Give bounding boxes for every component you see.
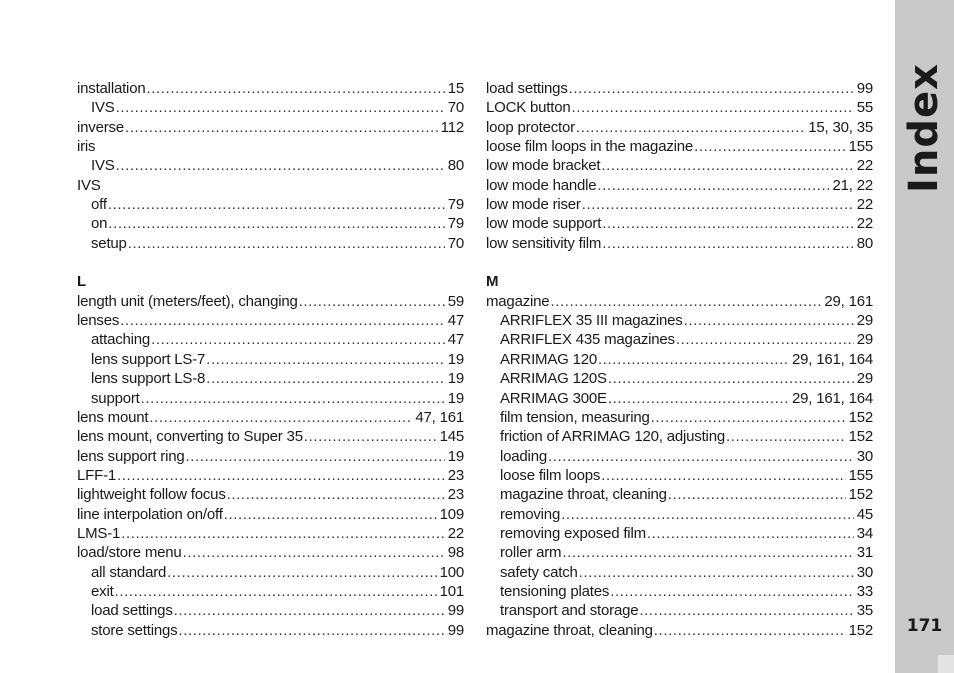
dot-leader: [579, 563, 854, 582]
entry-pages: 79: [447, 215, 464, 233]
entry-pages: 99: [447, 602, 464, 620]
entry-pages: 47: [447, 312, 464, 330]
entry-pages: 15: [447, 80, 464, 97]
index-sidebar: [895, 0, 954, 673]
index-entry: [77, 292, 464, 311]
page-number: 171: [906, 616, 943, 636]
entry-term: loose film loops in the magazine: [486, 138, 694, 156]
entry-term: setup: [91, 234, 127, 252]
index-subentry: [486, 563, 873, 582]
dot-leader: [694, 137, 846, 156]
dot-leader: [601, 156, 853, 175]
entry-term: ARRIFLEX 435 magazines: [500, 331, 675, 349]
entry-term: lightweight follow focus: [77, 486, 226, 504]
entry-term: attaching: [91, 331, 151, 349]
entry-pages: 55: [856, 99, 873, 117]
index-subentry: [486, 369, 873, 388]
dot-leader: [108, 214, 444, 233]
dot-leader: [610, 582, 854, 601]
index-subentry: [486, 601, 873, 620]
entry-term: removing exposed film: [500, 524, 646, 542]
entry-term: lens support LS-8: [91, 370, 206, 388]
dot-leader: [151, 330, 445, 349]
entry-pages: 152: [848, 428, 873, 446]
entry-pages: 101: [439, 582, 464, 600]
dot-leader: [141, 389, 445, 408]
index-column-left: [77, 79, 464, 640]
index-subentry: [486, 408, 873, 427]
entry-pages: 45: [856, 505, 873, 523]
index-subentry: [77, 389, 464, 408]
entry-pages: 33: [856, 582, 873, 600]
entry-pages: 152: [848, 486, 873, 504]
dot-leader: [167, 563, 436, 582]
index-subentry: [486, 389, 873, 408]
dot-leader: [206, 369, 445, 388]
dot-leader: [299, 292, 445, 311]
entry-pages: 112: [440, 118, 464, 136]
entry-term: IVS: [91, 157, 115, 175]
entry-term: lens mount: [77, 408, 149, 426]
index-subentry: [77, 582, 464, 601]
dot-leader: [146, 79, 444, 98]
index-entry: [77, 137, 464, 156]
letter-heading: M: [486, 273, 499, 291]
dot-leader: [174, 601, 445, 620]
dot-leader: [647, 524, 854, 543]
index-subentry: [486, 447, 873, 466]
entry-term: film tension, measuring: [500, 408, 650, 426]
entry-pages: 22: [856, 196, 873, 214]
dot-leader: [178, 621, 444, 640]
entry-pages: 99: [856, 80, 873, 97]
dot-leader: [676, 330, 854, 349]
index-subentry: [77, 621, 464, 640]
entry-term: loose film loops: [500, 466, 601, 484]
entry-term: transport and storage: [500, 602, 639, 620]
entry-pages: 145: [439, 428, 464, 446]
index-subentry: [486, 582, 873, 601]
index-entry: [77, 485, 464, 504]
index-entry: [77, 408, 464, 427]
entry-term: lens mount, converting to Super 35: [77, 428, 303, 446]
dot-leader: [224, 505, 437, 524]
dot-leader: [576, 118, 805, 137]
entry-term: ARRIMAG 120: [500, 350, 597, 368]
entry-term: inverse: [77, 118, 124, 136]
entry-term: magazine throat, cleaning: [486, 621, 653, 639]
index-entry: [77, 524, 464, 543]
index-subentry: [486, 330, 873, 349]
entry-term: store settings: [91, 621, 178, 639]
entry-term: loop protector: [486, 118, 575, 136]
index-subentry: [486, 543, 873, 562]
corner-tab: [938, 655, 954, 673]
index-subentry: [77, 369, 464, 388]
entry-pages: 29: [856, 370, 873, 388]
entry-pages: 99: [447, 621, 464, 639]
index-subentry: [77, 563, 464, 582]
entry-term: magazine throat, cleaning: [500, 486, 667, 504]
entry-term: length unit (meters/feet), changing: [77, 292, 298, 310]
entry-term: ARRIFLEX 35 III magazines: [500, 312, 683, 330]
entry-term: lens support ring: [77, 447, 185, 465]
index-entry: [77, 176, 464, 195]
entry-term: load settings: [91, 602, 173, 620]
entry-term: ARRIMAG 300E: [500, 389, 607, 407]
dot-leader: [569, 79, 854, 98]
entry-pages: 152: [848, 621, 873, 639]
entry-pages: 21, 22: [832, 176, 873, 194]
dot-leader: [668, 485, 846, 504]
entry-term: safety catch: [500, 563, 578, 581]
dot-leader: [125, 118, 438, 137]
dot-leader: [561, 505, 854, 524]
dot-leader: [654, 621, 846, 640]
dot-leader: [582, 195, 854, 214]
index-subentry: [77, 156, 464, 175]
dot-leader: [572, 98, 854, 117]
index-entry: [77, 543, 464, 562]
entry-pages: 23: [447, 486, 464, 504]
index-entry: [486, 176, 873, 195]
entry-term: exit: [91, 582, 114, 600]
entry-pages: 70: [447, 234, 464, 252]
dot-leader: [726, 427, 846, 446]
entry-pages: 29, 161, 164: [791, 350, 873, 368]
section-spacer: [77, 253, 464, 272]
entry-pages: 152: [848, 408, 873, 426]
entry-term: removing: [500, 505, 561, 523]
entry-term: lenses: [77, 312, 120, 330]
dot-leader: [602, 234, 854, 253]
entry-pages: 29, 161, 164: [791, 389, 873, 407]
dot-leader: [117, 466, 445, 485]
entry-pages: 19: [447, 350, 464, 368]
index-entry: [77, 79, 464, 98]
dot-leader: [608, 389, 789, 408]
entry-pages: 34: [856, 524, 873, 542]
index-subentry: [486, 505, 873, 524]
dot-leader: [602, 214, 854, 233]
entry-pages: 155: [848, 466, 873, 484]
dot-leader: [128, 234, 445, 253]
entry-term: LMS-1: [77, 524, 121, 542]
entry-pages: 29: [856, 331, 873, 349]
dot-leader: [116, 156, 445, 175]
entry-pages: 30: [856, 447, 873, 465]
index-entry: [77, 118, 464, 137]
dot-leader: [186, 447, 445, 466]
entry-term: friction of ARRIMAG 120, adjusting: [500, 428, 725, 446]
index-entry: [77, 447, 464, 466]
index-subentry: [77, 350, 464, 369]
entry-pages: 19: [447, 389, 464, 407]
entry-pages: 29: [856, 312, 873, 330]
dot-leader: [548, 447, 854, 466]
entry-term: low mode handle: [486, 176, 597, 194]
entry-term: ARRIMAG 120S: [500, 370, 607, 388]
dot-leader: [601, 466, 845, 485]
entry-pages: 30: [856, 563, 873, 581]
dot-leader: [562, 543, 853, 562]
entry-term: line interpolation on/off: [77, 505, 223, 523]
dot-leader: [108, 195, 445, 214]
index-subentry: [486, 466, 873, 485]
section-spacer: [486, 253, 873, 272]
index-entry: [486, 195, 873, 214]
index-entry: [77, 466, 464, 485]
entry-pages: 79: [447, 196, 464, 214]
section-title: [895, 0, 954, 200]
entry-pages: 23: [447, 466, 464, 484]
index-subentry: [77, 98, 464, 117]
entry-pages: 47, 161: [415, 408, 464, 426]
entry-pages: 70: [447, 99, 464, 117]
index-entry: [486, 98, 873, 117]
entry-term: LOCK button: [486, 99, 571, 117]
index-column-right: [486, 79, 873, 640]
index-subentry: [77, 195, 464, 214]
index-subentry: [486, 524, 873, 543]
dot-leader: [227, 485, 445, 504]
entry-pages: 22: [856, 215, 873, 233]
index-subentry: [486, 485, 873, 504]
entry-pages: 22: [447, 524, 464, 542]
entry-pages: 59: [447, 292, 464, 310]
dot-leader: [550, 292, 821, 311]
entry-pages: 80: [447, 157, 464, 175]
entry-pages: 80: [856, 234, 873, 252]
dot-leader: [115, 582, 437, 601]
entry-pages: 35: [856, 602, 873, 620]
entry-term: iris: [77, 138, 96, 156]
entry-pages: 22: [856, 157, 873, 175]
dot-leader: [608, 369, 854, 388]
index-entry: [486, 79, 873, 98]
index-entry: [77, 427, 464, 446]
dot-leader: [183, 543, 445, 562]
dot-leader: [651, 408, 846, 427]
entry-pages: 109: [439, 505, 464, 523]
index-entry: [77, 311, 464, 330]
entry-pages: 100: [439, 563, 464, 581]
entry-term: off: [91, 196, 107, 214]
dot-leader: [206, 350, 445, 369]
dot-leader: [116, 98, 445, 117]
index-entry: [486, 137, 873, 156]
entry-term: IVS: [77, 176, 101, 194]
index-subentry: [77, 601, 464, 620]
entry-term: low mode bracket: [486, 157, 601, 175]
index-subentry: [77, 330, 464, 349]
index-subentry: [77, 234, 464, 253]
entry-term: loading: [500, 447, 547, 465]
dot-leader: [121, 524, 445, 543]
entry-term: low mode riser: [486, 196, 581, 214]
index-subentry: [486, 350, 873, 369]
index-entry: [77, 505, 464, 524]
index-entry: [486, 621, 873, 640]
entry-term: low sensitivity film: [486, 234, 602, 252]
entry-term: on: [91, 215, 108, 233]
letter-heading: L: [77, 273, 87, 291]
entry-term: magazine: [486, 292, 550, 310]
dot-leader: [597, 176, 829, 195]
entry-term: support: [91, 389, 140, 407]
entry-term: load settings: [486, 80, 568, 97]
entry-term: installation: [77, 80, 146, 97]
index-entry: [486, 156, 873, 175]
dot-leader: [684, 311, 854, 330]
entry-term: load/store menu: [77, 544, 182, 562]
entry-term: roller arm: [500, 544, 562, 562]
dot-leader: [149, 408, 412, 427]
section-title-text: Index: [901, 63, 947, 193]
entry-pages: 19: [447, 447, 464, 465]
index-subentry: [77, 214, 464, 233]
dot-leader: [639, 601, 853, 620]
entry-pages: 19: [447, 370, 464, 388]
index-entry: [486, 234, 873, 253]
index-entry: [486, 214, 873, 233]
entry-term: lens support LS-7: [91, 350, 206, 368]
index-subentry: [486, 427, 873, 446]
entry-pages: 47: [447, 331, 464, 349]
index-entry: [486, 292, 873, 311]
dot-leader: [598, 350, 789, 369]
entry-pages: 98: [447, 544, 464, 562]
entry-term: low mode support: [486, 215, 602, 233]
dot-leader: [120, 311, 445, 330]
entry-term: IVS: [91, 99, 115, 117]
entry-pages: 29, 161: [824, 292, 873, 310]
entry-term: tensioning plates: [500, 582, 610, 600]
entry-pages: 31: [856, 544, 873, 562]
entry-term: LFF-1: [77, 466, 117, 484]
dot-leader: [304, 427, 437, 446]
entry-term: all standard: [91, 563, 167, 581]
entry-pages: 155: [848, 138, 873, 156]
entry-pages: 15, 30, 35: [808, 118, 873, 136]
index-subentry: [486, 311, 873, 330]
index-entry: [486, 118, 873, 137]
